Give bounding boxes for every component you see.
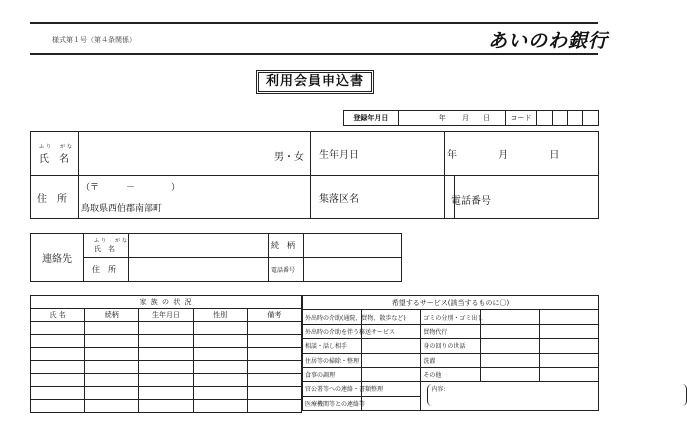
service-other-content[interactable] — [421, 382, 599, 411]
contact-phone-label: 電話番号 — [269, 258, 304, 282]
phone-label: 電話番号 — [451, 196, 491, 207]
applicant-furigana: ふり がな — [39, 143, 75, 150]
service-item: 買物代行 — [421, 324, 480, 338]
relation-label: 続 柄 — [269, 234, 304, 258]
other-bracket — [427, 384, 687, 406]
family-cell[interactable] — [247, 348, 301, 361]
family-col-name: 氏 名 — [31, 309, 85, 322]
family-row — [31, 374, 302, 387]
code-box-4[interactable] — [583, 111, 599, 126]
family-cell[interactable] — [193, 322, 247, 335]
relation-field[interactable] — [304, 234, 402, 258]
family-header: 家 族 の 状 況 — [31, 296, 302, 309]
family-col-relation: 続柄 — [85, 309, 139, 322]
birth-year-unit: 年 — [447, 150, 457, 161]
village-label: 集落区名 — [311, 176, 445, 219]
code-box-2[interactable] — [552, 111, 567, 126]
family-col-birth: 生年月日 — [139, 309, 193, 322]
service-extra — [539, 353, 598, 367]
postal-code[interactable]: （〒 － ） — [81, 183, 181, 193]
service-item: その他 — [421, 367, 480, 381]
reg-year-unit: 年 — [438, 114, 446, 122]
birth-date-label: 生年月日 — [311, 132, 445, 176]
applicant-name-label: 氏 名 — [39, 153, 69, 165]
family-cell[interactable] — [85, 387, 139, 400]
family-cell[interactable] — [31, 400, 85, 413]
contact-table — [30, 233, 402, 282]
family-cell[interactable] — [85, 348, 139, 361]
service-check[interactable] — [480, 339, 539, 353]
contact-name-label: 氏 名 — [94, 245, 115, 253]
family-cell[interactable] — [31, 361, 85, 374]
service-item: 洗濯 — [421, 353, 480, 367]
header-bottom-rule — [30, 53, 598, 55]
reg-day-unit: 日 — [483, 114, 491, 122]
applicant-name-label-cell — [31, 132, 79, 176]
contact-name-label-cell — [84, 234, 129, 258]
family-cell[interactable] — [31, 374, 85, 387]
service-item: 外出時の介助(通院、買物、散歩など) — [303, 310, 362, 324]
service-check[interactable] — [362, 367, 421, 381]
service-item: 医療機関等との連絡等 — [303, 396, 362, 410]
service-check[interactable] — [362, 396, 421, 410]
reg-month-unit: 月 — [461, 114, 469, 122]
service-extra — [539, 310, 598, 324]
services-header: 希望するサービス(該当するものに〇) — [303, 296, 599, 310]
family-cell[interactable] — [139, 348, 193, 361]
family-row — [31, 348, 302, 361]
village-phone-divider — [454, 175, 455, 218]
family-cell[interactable] — [193, 374, 247, 387]
family-cell[interactable] — [247, 361, 301, 374]
registration-table — [343, 110, 599, 126]
family-cell[interactable] — [247, 387, 301, 400]
service-check[interactable] — [480, 353, 539, 367]
contact-address-field[interactable] — [129, 258, 269, 282]
family-cell[interactable] — [139, 400, 193, 413]
family-table — [30, 295, 302, 413]
registration-date-label: 登録年月日 — [344, 111, 399, 126]
service-item: 身の回りの世話 — [421, 339, 480, 353]
family-row — [31, 361, 302, 374]
address-field[interactable] — [79, 176, 311, 219]
code-label: コード — [506, 111, 537, 126]
address-text[interactable]: 鳥取県西伯郡南部町 — [81, 204, 163, 214]
service-item: 相談・話し相手 — [303, 339, 362, 353]
family-cell[interactable] — [85, 400, 139, 413]
family-col-notes: 備考 — [247, 309, 301, 322]
family-cell[interactable] — [247, 400, 301, 413]
service-check[interactable] — [480, 310, 539, 324]
family-cell[interactable] — [247, 322, 301, 335]
family-cell[interactable] — [139, 361, 193, 374]
service-check[interactable] — [362, 339, 421, 353]
other-content-label: 内容: — [431, 386, 446, 394]
address-label: 住 所 — [31, 176, 79, 219]
service-extra — [539, 324, 598, 338]
birth-day-unit: 日 — [549, 150, 560, 161]
family-cell[interactable] — [85, 361, 139, 374]
family-cell[interactable] — [193, 387, 247, 400]
applicant-name-field[interactable] — [79, 132, 311, 176]
bank-logo: あいのわ銀行 — [488, 30, 609, 52]
contact-phone-field[interactable] — [304, 258, 402, 282]
family-row — [31, 335, 302, 348]
family-row — [31, 400, 302, 413]
service-item: ゴミの分別・ゴミ出し — [421, 310, 480, 324]
family-cell[interactable] — [139, 322, 193, 335]
family-cell[interactable] — [31, 387, 85, 400]
form-number: 様式第１号（第４条関係） — [52, 36, 136, 44]
registration-date-value[interactable] — [398, 111, 505, 126]
family-cell[interactable] — [139, 374, 193, 387]
service-check[interactable] — [480, 324, 539, 338]
contact-label: 連絡先 — [31, 234, 84, 282]
contact-address-label: 住 所 — [84, 258, 129, 282]
service-check[interactable] — [362, 353, 421, 367]
family-cell[interactable] — [193, 348, 247, 361]
applicant-table — [30, 131, 599, 219]
family-col-gender: 性別 — [193, 309, 247, 322]
code-box-1[interactable] — [537, 111, 552, 126]
family-cell[interactable] — [193, 335, 247, 348]
family-row — [31, 387, 302, 400]
contact-name-field[interactable] — [129, 234, 269, 258]
birth-month-unit: 月 — [498, 150, 509, 161]
family-row — [31, 322, 302, 335]
phone-cell[interactable] — [445, 176, 599, 219]
header-top-rule — [30, 22, 598, 24]
service-extra — [539, 339, 598, 353]
family-cell[interactable] — [139, 335, 193, 348]
service-item: 食事の調理 — [303, 367, 362, 381]
gender-options[interactable]: 男・女 — [274, 152, 304, 163]
service-item: 官公署等への連絡・書類整理 — [303, 382, 362, 396]
family-cell[interactable] — [139, 387, 193, 400]
family-cell[interactable] — [85, 374, 139, 387]
family-cell[interactable] — [193, 361, 247, 374]
birth-date-field[interactable] — [445, 132, 599, 176]
family-cell[interactable] — [31, 348, 85, 361]
family-cell[interactable] — [31, 322, 85, 335]
form-title: 利用会員申込書 — [258, 72, 372, 92]
service-check[interactable] — [480, 367, 539, 381]
contact-furigana: ふり がな — [94, 238, 130, 244]
family-cell[interactable] — [247, 374, 301, 387]
code-box-3[interactable] — [568, 111, 583, 126]
family-cell[interactable] — [85, 322, 139, 335]
services-table — [302, 295, 599, 411]
family-cell[interactable] — [85, 335, 139, 348]
family-cell[interactable] — [247, 335, 301, 348]
service-item: 外出時の介助を伴う移送サービス — [303, 324, 362, 338]
family-cell[interactable] — [31, 335, 85, 348]
service-item: 住居等の掃除・整理 — [303, 353, 362, 367]
service-extra — [539, 367, 598, 381]
family-cell[interactable] — [193, 400, 247, 413]
